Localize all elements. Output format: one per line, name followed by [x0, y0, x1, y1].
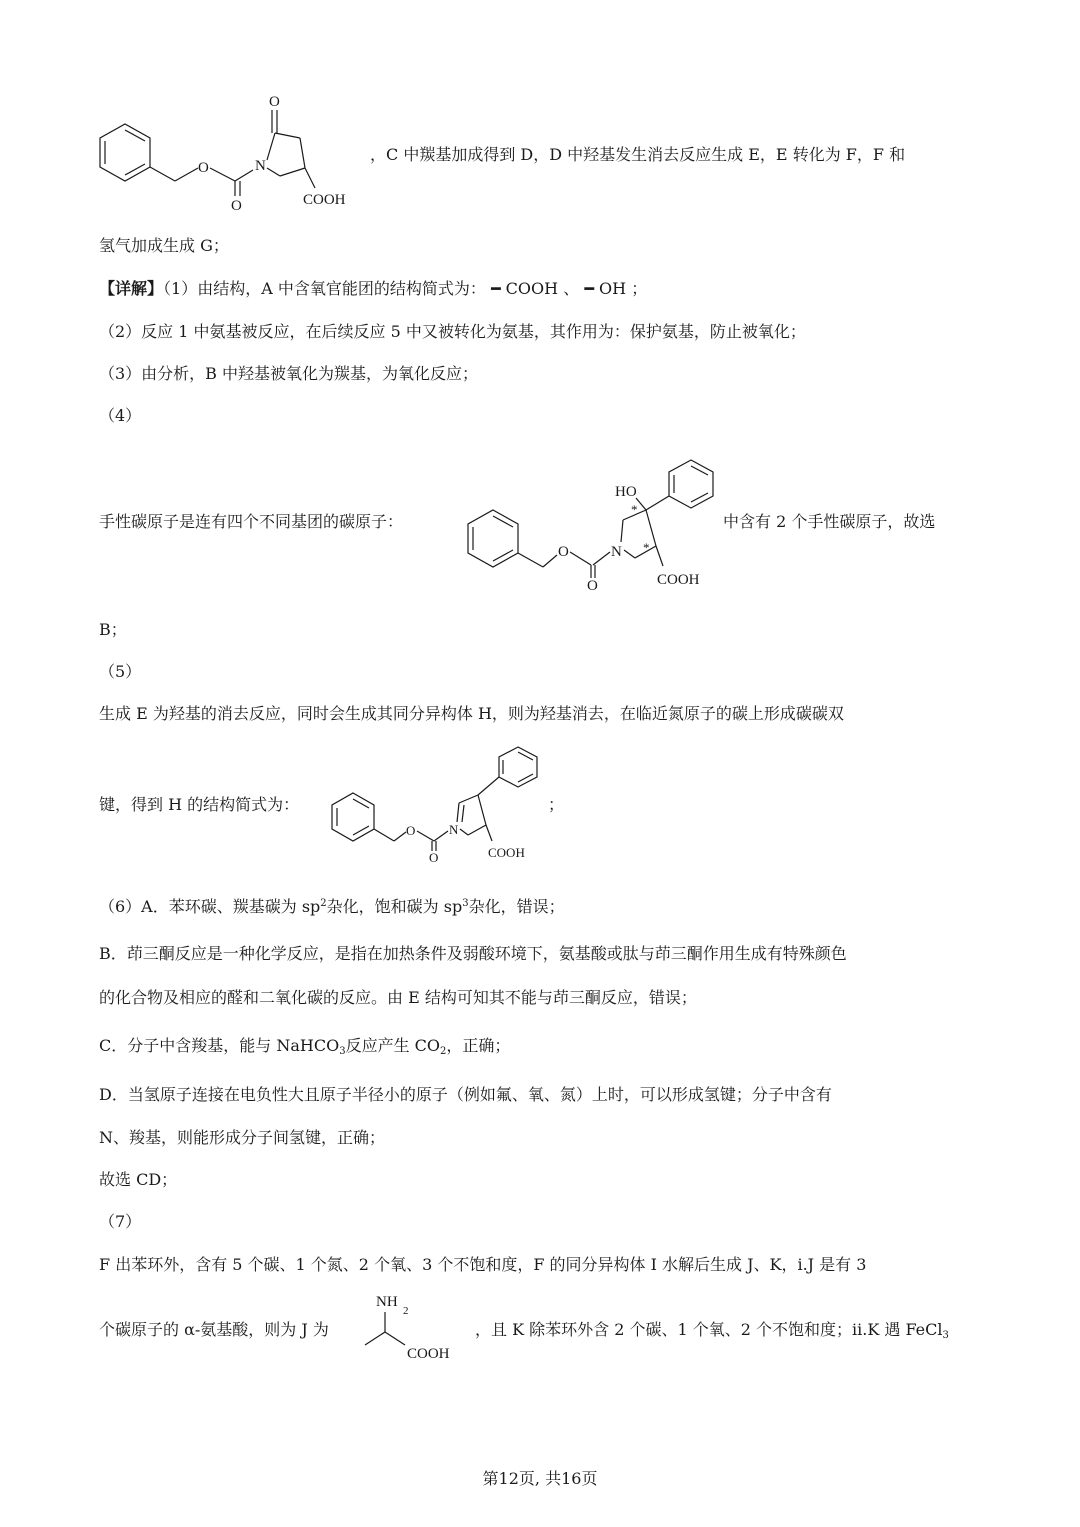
q1-text: （1）由结构，A 中含氧官能团的结构简式为： — [163, 279, 486, 298]
answer-q6-b-1: B．茚三酮反应是一种化学反应，是指在加热条件及弱酸环境下，氨基酸或肽与茚三酮作用生成有特殊颜色 — [99, 944, 847, 963]
mol2-ester-o: O — [558, 544, 569, 560]
answer-q6-b-2: 的化合物及相应的醛和二氧化碳的反应。由 E 结构可知其不能与茚三酮反应，错误； — [99, 988, 697, 1007]
structure-cbz-oxoproline — [95, 88, 375, 218]
q6-a-pre: （6）A．苯环碳、羰基碳为 sp — [99, 897, 321, 916]
q6-a-sup2: 3 — [462, 898, 469, 909]
mol4-carboxyl: COOH — [407, 1346, 450, 1362]
text-line-1: ，C 中羰基加成得到 D，D 中羟基发生消去反应生成 E，E 转化为 F，F 和 — [370, 145, 906, 164]
mol3-carboxyl: COOH — [488, 845, 525, 860]
q5-label: （5） — [99, 662, 142, 681]
q6-c-mid: 反应产生 CO — [345, 1036, 441, 1055]
answer-q2: （2）反应 1 中氨基被反应，在后续反应 5 中又被转化为氨基，其作用为：保护氨基，防止被氧化； — [99, 322, 806, 341]
page-footer: 第12页, 共16页 — [482, 1469, 598, 1488]
q6-c-sub2: 2 — [440, 1046, 447, 1057]
mol4-amino-sub: 2 — [403, 1305, 409, 1317]
answer-q6-d-2: N、羧基，则能形成分子间氢键，正确； — [99, 1128, 386, 1147]
text-line-2: 氢气加成生成 G； — [99, 236, 229, 255]
q4-answer: B； — [99, 620, 127, 639]
mol3-ester-o: O — [406, 823, 416, 838]
q7-line-2b-sub: 3 — [942, 1330, 949, 1341]
q6-a-mid: 杂化，饱和碳为 sp — [326, 897, 463, 916]
q1-dash-1: ━ — [490, 279, 501, 298]
mol2-hydroxyl: HO — [615, 484, 637, 500]
answer-q6-a — [99, 894, 565, 917]
q7-line-2a: 个碳原子的 α-氨基酸，则为 J 为 — [99, 1320, 329, 1339]
q1-end: ； — [631, 279, 648, 298]
mol1-ester-o: O — [198, 160, 209, 176]
q7-line-2b-text: ，且 K 除苯环外含 2 个碳、1 个氧、2 个不饱和度；ii.K 遇 FeCl — [475, 1320, 943, 1339]
q6-c-pre: C．分子中含羧基，能与 NaHCO — [99, 1036, 340, 1055]
mol4-amino: NH — [376, 1294, 398, 1310]
q7-label: （7） — [99, 1212, 142, 1231]
mol3-carbonyl-o: O — [429, 850, 439, 863]
detail-heading: 【详解】 — [99, 279, 164, 298]
q4-text-a: 手性碳原子是连有四个不同基团的碳原子： — [99, 512, 404, 531]
answer-q6-d-1: D．当氢原子连接在电负性大且原子半径小的原子（例如氟、氧、氮）上时，可以形成氢键；分子中含有 — [99, 1085, 832, 1104]
q6-a-sup1: 2 — [320, 898, 327, 909]
mol2-chiral-star-2: * — [643, 540, 650, 555]
q1-separator: 、 — [563, 279, 580, 298]
mol2-carbonyl-o: O — [587, 578, 598, 594]
q4-text-b: 中含有 2 个手性碳原子，故选 — [723, 512, 936, 531]
structure-alanine — [360, 1290, 475, 1370]
q1-group-2: OH — [599, 279, 627, 298]
q7-line-2b — [475, 1320, 949, 1346]
q5-line-1: 生成 E 为羟基的消去反应，同时会生成其同分异构体 H，则为羟基消去，在临近氮原子的碳上形成碳碳双 — [99, 704, 844, 723]
q6-a-post: 杂化，错误； — [468, 897, 565, 916]
answer-q3: （3）由分析，B 中羟基被氧化为羰基，为氧化反应； — [99, 364, 479, 383]
structure-isomer-h — [328, 745, 548, 863]
q4-label: （4） — [99, 406, 142, 425]
mol2-chiral-star-1: * — [631, 502, 638, 517]
q6-c-post: ，正确； — [446, 1036, 511, 1055]
mol2-nitrogen: N — [611, 544, 622, 560]
mol1-carbonyl-o: O — [231, 198, 242, 214]
mol1-carboxyl: COOH — [303, 192, 346, 208]
q5-line-2: 键，得到 H 的结构简式为： — [99, 795, 300, 814]
mol2-carboxyl: COOH — [657, 572, 700, 588]
mol1-nitrogen: N — [255, 158, 266, 174]
q5-end: ； — [548, 795, 565, 814]
mol3-nitrogen: N — [449, 822, 459, 837]
q6-c-sub1: 3 — [339, 1046, 346, 1057]
structure-chiral-centers — [463, 448, 723, 598]
answer-q6-c — [99, 1036, 510, 1062]
answer-q6-choice: 故选 CD； — [99, 1170, 178, 1189]
answer-q1 — [99, 279, 647, 299]
q7-line-1: F 出苯环外，含有 5 个碳、1 个氮、2 个氧、3 个不饱和度，F 的同分异构体 I 水解后生成 J、K，i.J 是有 3 — [99, 1255, 867, 1274]
q1-dash-2: ━ — [584, 279, 594, 298]
mol1-ketone-o: O — [269, 94, 280, 110]
q1-group-1: COOH — [505, 279, 559, 298]
